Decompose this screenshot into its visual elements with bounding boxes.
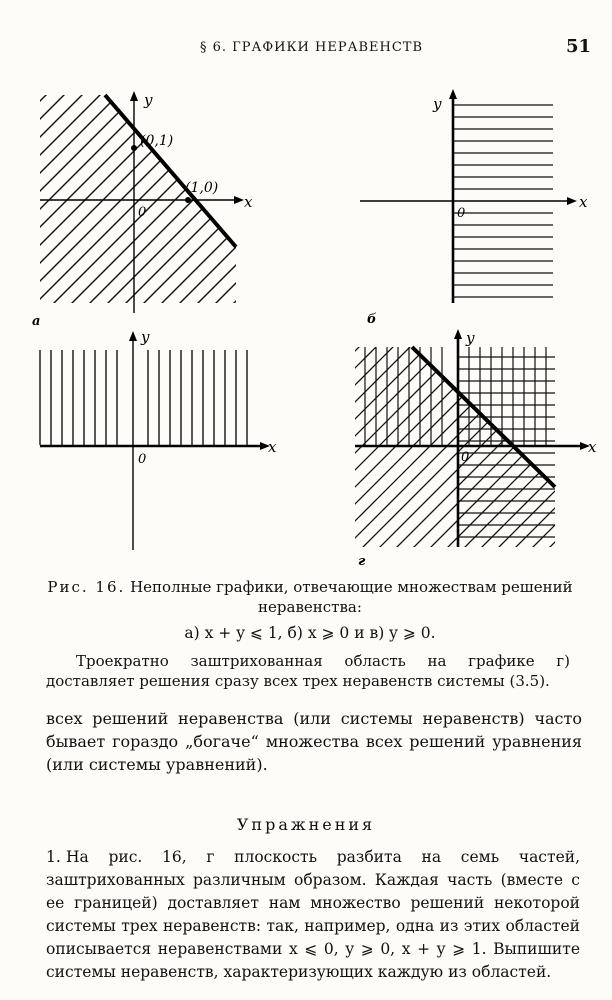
exercise-item: [46, 846, 580, 984]
figure-label-g: г: [358, 554, 366, 569]
caption-label: Рис. 16.: [47, 578, 126, 596]
y-label-b: y: [433, 95, 442, 113]
figure-v: [28, 325, 288, 560]
figure-a: [30, 85, 270, 330]
x-axis-arrow-b: [567, 197, 577, 205]
y-axis-arrow-v: [129, 331, 137, 341]
exercises-title: Упражнения: [236, 815, 376, 834]
x-label-g: x: [588, 438, 597, 456]
hatch-lines-v: [40, 350, 247, 445]
x-label-v: x: [268, 438, 277, 456]
y-axis-arrow-g: [454, 329, 462, 339]
y-axis-arrow-b: [449, 89, 457, 99]
caption-note: Троекратно заштрихованная область на графике г) доставляет решения сразу всех трех неравенств системы (3.5).: [46, 652, 570, 690]
origin-label-a: 0: [138, 205, 147, 220]
figure-label-b: б: [367, 312, 377, 327]
y-label-a: y: [144, 91, 153, 109]
x-label-b: x: [579, 193, 588, 211]
body-paragraph: всех решений неравенства (или системы неравенств) часто бывает гораздо „богаче“ множества всех решений уравнения (или системы уравнений).: [46, 709, 582, 774]
figure-g: [350, 325, 605, 570]
figure-caption: [40, 577, 580, 643]
figure-b: [355, 85, 600, 330]
x-label-a: x: [244, 193, 253, 211]
page-header: [0, 34, 612, 64]
origin-label-g: 0: [461, 450, 470, 465]
exercise-number: 1.: [46, 848, 61, 866]
exercise-text: На рис. 16, г плоскость разбита на семь частей, заштрихованных различным образом. Каждая часть (вместе с ее границей) доставляет нам множество решений некоторой системы трех неравенств: так, например, одна из этих областей описывается неравенствами x ⩽ 0, y ⩾ 0, x + y ⩾ 1. Выпишите системы неравенств, характеризующих каждую из областей.: [46, 848, 580, 981]
y-label-v: y: [141, 328, 150, 346]
figure-label-a: а: [32, 314, 41, 329]
point-0-1-a: [131, 145, 137, 151]
y-axis-arrow-a: [130, 91, 138, 101]
page-number: 51: [566, 36, 592, 57]
point2-label-a: (1,0): [185, 180, 219, 196]
y-label-g: y: [466, 329, 475, 347]
point-1-0-a: [185, 197, 191, 203]
x-axis-arrow-a: [234, 196, 244, 204]
hatch-vertical-g: [365, 347, 546, 446]
hatch-lines-a: [30, 85, 270, 325]
origin-label-b: 0: [457, 206, 466, 221]
boundary-line-a: [105, 95, 236, 247]
caption-text: Неполные графики, отвечающие множествам решений неравенства:: [130, 578, 573, 616]
running-title: § 6. ГРАФИКИ НЕРАВЕНСТВ: [200, 40, 423, 55]
point1-label-a: (0,1): [140, 133, 174, 149]
caption-formula: а) x + y ⩽ 1, б) x ⩾ 0 и в) y ⩾ 0.: [184, 624, 436, 642]
origin-label-v: 0: [138, 452, 147, 467]
